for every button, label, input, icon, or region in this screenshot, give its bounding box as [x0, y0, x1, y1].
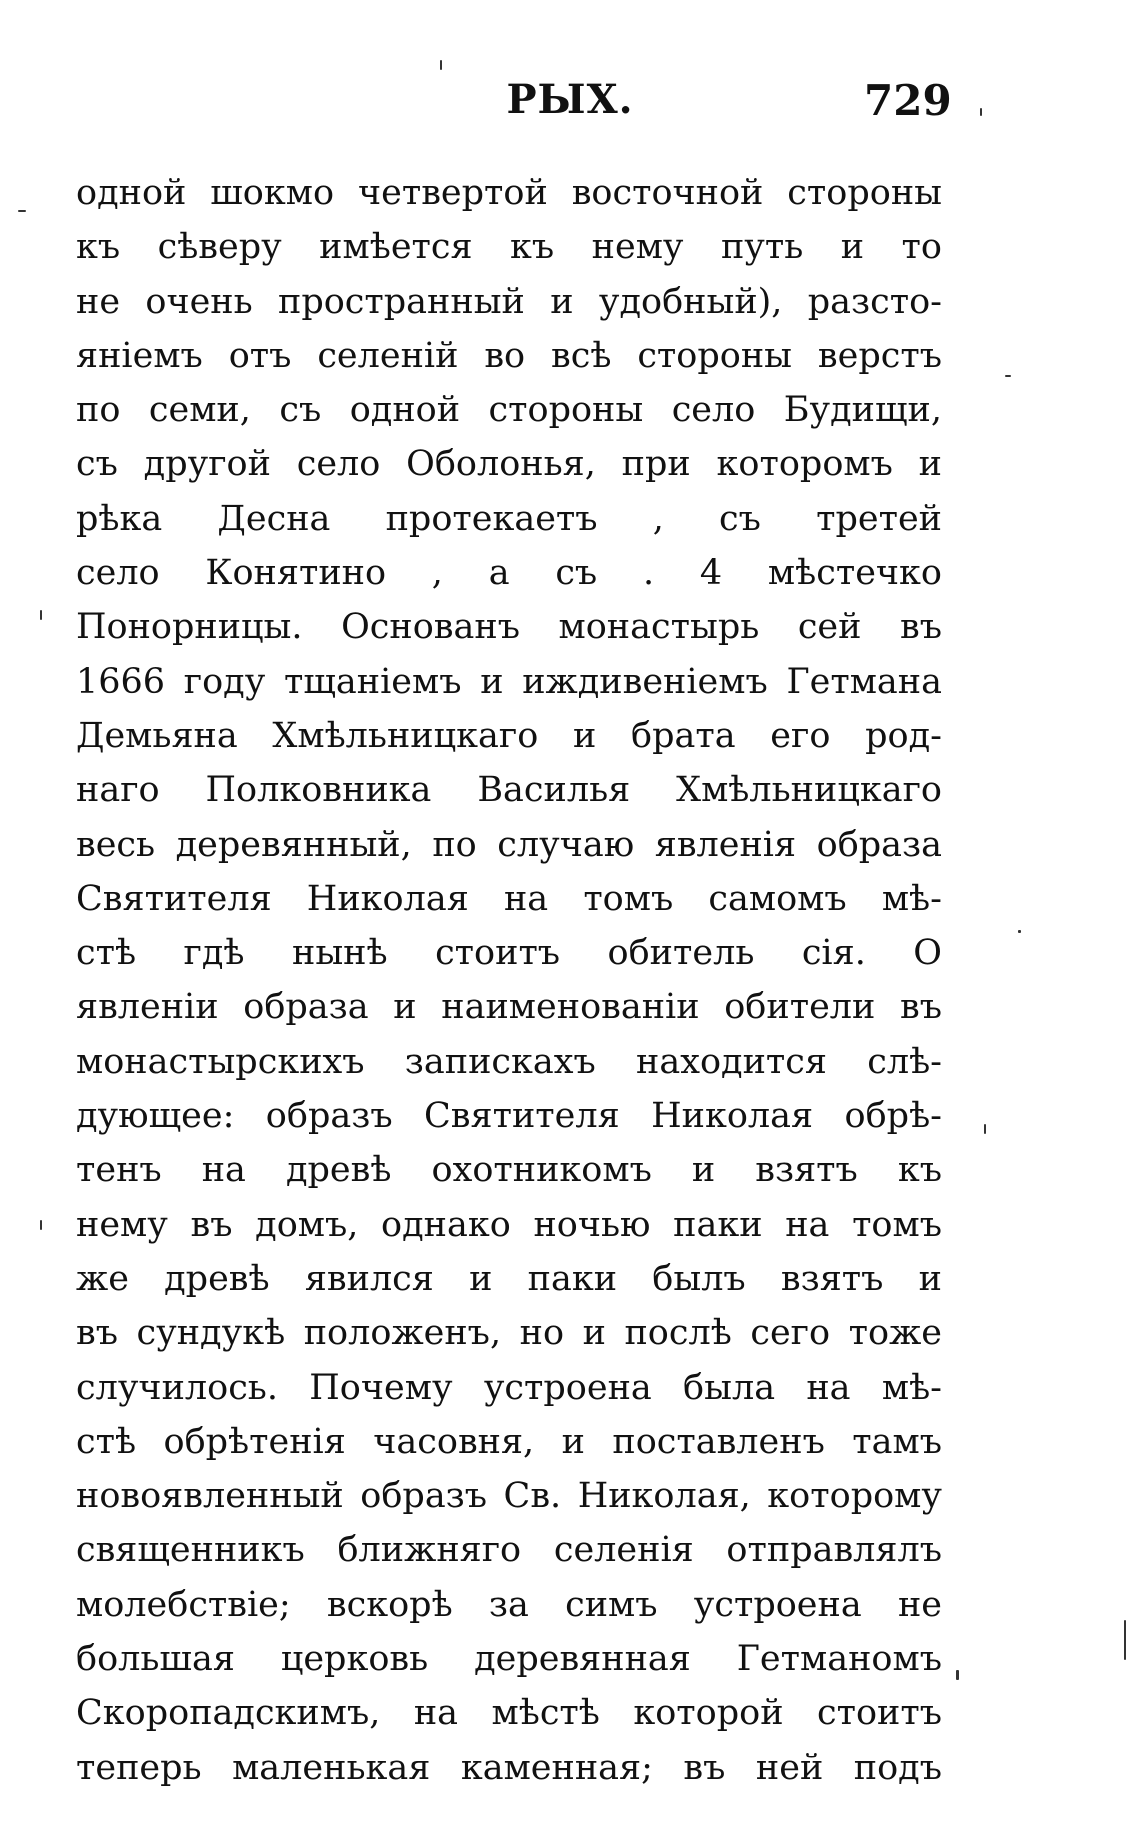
text-line: монастырскихъ запискахъ находится слѣ-	[76, 1041, 942, 1082]
text-line: не очень пространный и удобный), разсто-	[76, 281, 942, 322]
text-line: яніемъ отъ селеній во всѣ стороны верстъ	[76, 335, 942, 376]
text-line: дующее: образъ Святителя Николая обрѣ-	[76, 1096, 942, 1137]
speck	[440, 60, 442, 70]
text-line: Святителя Николая на томъ самомъ мѣ-	[76, 878, 942, 919]
text-line: стѣ обрѣтенія часовня, и поставленъ тамъ	[76, 1421, 942, 1462]
text-line: Скоропадскимъ, на мѣстѣ которой стоитъ	[76, 1693, 942, 1734]
page-number: 729	[864, 76, 952, 125]
text-line: рѣка Десна протекаетъ , съ третей	[76, 498, 942, 539]
text-line: Демьяна Хмѣльницкаго и брата его род-	[76, 715, 942, 756]
text-line: тенъ на древѣ охотникомъ и взятъ къ	[76, 1150, 942, 1191]
running-head: РЫХ.	[506, 76, 634, 123]
speck	[1124, 1620, 1126, 1660]
text-line: одной шокмо четвертой восточной стороны	[76, 173, 942, 213]
speck	[984, 1124, 986, 1134]
speck	[1005, 375, 1011, 377]
text-line: же древѣ явился и паки былъ взятъ и	[76, 1258, 942, 1299]
text-line: теперь маленькая каменная; въ ней подъ	[76, 1747, 942, 1788]
speck	[18, 210, 26, 212]
text-line: молебствіе; вскорѣ за симъ устроена не	[76, 1584, 942, 1625]
speck	[1018, 930, 1021, 933]
text-line: новоявленный образъ Св. Николая, которому	[76, 1476, 942, 1517]
speck	[956, 1670, 959, 1680]
text-line: въ сундукѣ положенъ, но и послѣ сего тоже	[76, 1313, 942, 1354]
speck	[40, 1220, 42, 1230]
text-line: съ другой село Оболонья, при которомъ и	[76, 444, 942, 485]
text-line: явленіи образа и наименованіи обители въ	[76, 987, 942, 1028]
text-line: 1666 году тщаніемъ и иждивеніемъ Гетмана	[76, 661, 942, 702]
text-line: большая церковь деревянная Гетманомъ	[76, 1639, 942, 1680]
text-line: весь деревянный, по случаю явленія образа	[76, 824, 942, 865]
text-line: стѣ гдѣ нынѣ стоитъ обитель сія. О	[76, 933, 942, 974]
speck	[40, 610, 42, 620]
text-line: къ сѣверу имѣется къ нему путь и то	[76, 227, 942, 268]
text-line: по семи, съ одной стороны село Будищи,	[76, 390, 942, 431]
speck	[980, 108, 982, 116]
text-line: случилось. Почему устроена была на мѣ-	[76, 1367, 942, 1408]
text-line: священникъ ближняго селенія отправлялъ	[76, 1530, 942, 1571]
text-line: Понорницы. Основанъ монастырь сей въ	[76, 607, 942, 648]
body-text	[76, 166, 942, 1795]
text-line: наго Полковника Василья Хмѣльницкаго	[76, 770, 942, 811]
text-line: нему въ домъ, однако ночью паки на томъ	[76, 1204, 942, 1245]
text-line: село Конятино , а съ . 4 мѣстечко	[76, 553, 942, 594]
